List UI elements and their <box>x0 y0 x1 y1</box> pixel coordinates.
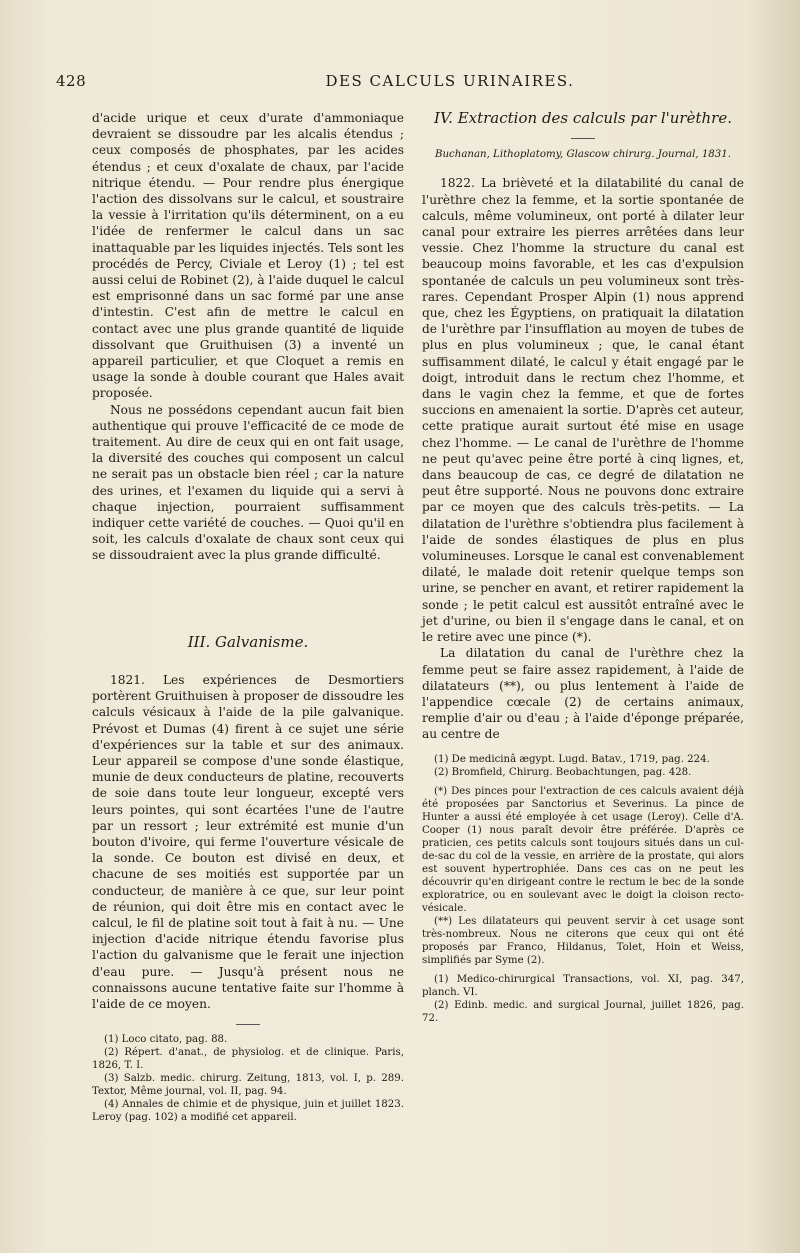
footnote: (1) Medico-chirurgical Transactions, vol. XI, pag. 347, planch. VI. <box>422 973 744 998</box>
footnote: (1) Loco citato, pag. 88. <box>104 1034 228 1046</box>
paragraph-femme: La dilatation du canal de l'urèthre chez la femme peut se faire assez rapidement, à l'aide de dilatateurs (**), ou plus lentement à l'aide de l'appendice cœcale (2) de certains animaux, remplie d'air ou d'eau ; à l'aide d'éponge préparée, au centre de <box>422 646 744 742</box>
reference-line: Buchanan, Lithoplatomy, Glascow chirurg. Journal, 1831. <box>435 149 731 161</box>
footnote: (3) Salzb. medic. chirurg. Zeitung, 1813, vol. I, p. 289. Textor, Même journal, vol. II, pag. 94. <box>92 1073 404 1098</box>
paragraph-galvanisme: 1821. Les expériences de Desmortiers portèrent Gruithuisen à proposer de dissoudre les calculs vésicaux à l'aide de la pile galvanique. Prévost et Dumas (4) firent à ce sujet une série d'expériences sur la table et sur des animaux. Leur appareil se compose d'une sonde élastique, munie de deux conducteurs de platine, recouverts de soie dans toute leur longueur, excepté vers leurs pointes, qui sont écartées l'une de l'autre par un ressort ; leur extrémité est munie d'un bouton d'ivoire, qui ferme l'ouverture vésicale de la sonde. Ce bouton est divisé en deux, et chacune de ses moitiés est supportée par un conducteur, de manière à ce que, sur leur point de réunion, qui doit être mis en contact avec le calcul, le fil de platine soit tout à fait à nu. — Une injection d'acide nitrique étendu favorise plus l'action du galvanisme que le ferait une injection d'eau pure. — Jusqu'à présent nous ne connaissons aucune tentative faite sur l'homme à l'aide de ce moyen. <box>92 672 404 1011</box>
title-divider <box>571 138 595 139</box>
footnote: (1) De medicinâ ægypt. Lugd. Batav., 1719, pag. 224. <box>434 753 710 765</box>
footnote: (2) Bromfield, Chirurg. Beobachtungen, pag. 428. <box>434 766 692 778</box>
page-header <box>0 72 800 94</box>
paragraph-dissolvants: d'acide urique et ceux d'urate d'ammoniaque devraient se dissoudre par les alcalis étendus ; ceux composés de phosphates, par les acides étendus ; et ceux d'oxalate de chaux, par l'acide nitrique étendu. — Pour rendre plus énergique l'action des dissolvans sur le calcul, et soustraire la vessie à l'irritation qu'ils déterminent, on a eu l'idée de renfermer le calcul dans un sac inattaquable par les liquides injectés. Tels sont les procédés de Percy, Civiale et Leroy (1) ; tel est aussi celui de Robinet (2), à l'aide duquel le calcul est emprisonné dans un sac formé par une anse d'intestin. C'est afin de mettre le calcul en contact avec une plus grande quantité de liquide dissolvant que Gruithuisen (3) a inventé un appareil particulier, et que Cloquet a remis en usage la sonde à double courant que Hales avait proposée. <box>92 111 404 401</box>
footnote: (2) Répert. d'anat., de physiolog. et de clinique. Paris, 1826, T. I. <box>92 1047 404 1072</box>
section-title-galvanisme: III. Galvanisme. <box>187 632 309 651</box>
footnote: (4) Annales de chimie et de physique, juin et juillet 1823. Leroy (pag. 102) a modifié cet appareil. <box>92 1099 404 1124</box>
paragraph-efficacite: Nous ne possédons cependant aucun fait bien authentique qui prouve l'efficacité de ce mode de traitement. Au dire de ceux qui en ont fait usage, la diversité des couches qui composent un calcul ne serait pas un obstacle bien réel ; car la nature des urines, et l'examen du liquide qui a servi à chaque injection, pourraient suffisamment indiquer cette variété de couches. — Quoi qu'il en soit, les calculs d'oxalate de chaux sont ceux qui se dissoudraient avec la plus grande difficulté. <box>92 402 404 563</box>
footnote-star: (*) Des pinces pour l'extraction de ces calculs avaient déjà été proposées par Sanctorius et Severinus. La pince de Hunter a aussi été employée à cet usage (Leroy). Celle d'A. Cooper (1) nous paraît devoir être préférée. D'après ce praticien, ces petits calculs sont toujours situés dans un cul-de-sac du col de la vessie, en arrière de la prostate, qui alors est souvent hypertrophiée. Dans ces cas on ne peut les découvrir qu'en dirigeant contre le rectum le bec de la sonde exploratrice, ou en soulevant avec le doigt la cloison recto-vésicale. <box>422 785 744 914</box>
section-title-extraction: IV. Extraction des calculs par l'urèthre. <box>434 109 732 127</box>
right-column <box>422 110 744 1025</box>
left-column <box>92 110 404 1124</box>
running-title: DES CALCULS URINAIRES. <box>325 72 575 90</box>
paragraph-dilatation: 1822. La brièveté et la dilatabilité du canal de l'urèthre chez la femme, et la sortie spontanée de calculs, même volumineux, ont porté à dilater leur canal pour extraire les pierres arrêtées dans leur vessie. Chez l'homme la structure du canal est beaucoup moins favorable, et les cas d'expulsion spontanée de calculs un peu volumineux sont très-rares. Cependant Prosper Alpin (1) nous apprend que, chez les Égyptiens, on pratiquait la dilatation de l'urèthre par l'insufflation au moyen de tubes de plus en plus volumineux ; que, le canal étant suffisamment dilaté, le calcul y était engagé par le doigt, introduit dans le rectum chez l'homme, et dans le vagin chez la femme, et que de fortes succions en amenaient la sortie. D'après cet auteur, cette pratique aurait surtout été mise en usage chez l'homme. — Le canal de l'urèthre de l'homme ne peut qu'avec peine être porté à cinq lignes, et, dans beaucoup de cas, ce degré de dilatation ne peut être supporté. Nous ne pouvons donc extraire par ce moyen que des calculs très-petits. — La dilatation de l'urèthre s'obtiendra plus facilement à l'aide de sondes élastiques de plus en plus volumineuses. Lorsque le canal est convenablement dilaté, le malade doit retenir quelque temps son urine, se pencher en avant, et retirer rapidement la sonde ; le petit calcul est aussitôt entraîné avec le jet d'urine, ou bien il s'engage dans le canal, et on le retire avec une pince (*). <box>422 176 744 645</box>
footnote: (2) Edinb. medic. and surgical Journal, juillet 1826, pag. 72. <box>422 999 744 1024</box>
page-number: 428 <box>56 72 87 90</box>
footnote-divider <box>236 1024 260 1025</box>
footnote-double-star: (**) Les dilatateurs qui peuvent servir à cet usage sont très-nombreux. Nous ne citerons que ceux qui ont été proposés par Franco, Hildanus, Tolet, Hoin et Weiss, simplifiés par Syme (2). <box>422 915 744 966</box>
